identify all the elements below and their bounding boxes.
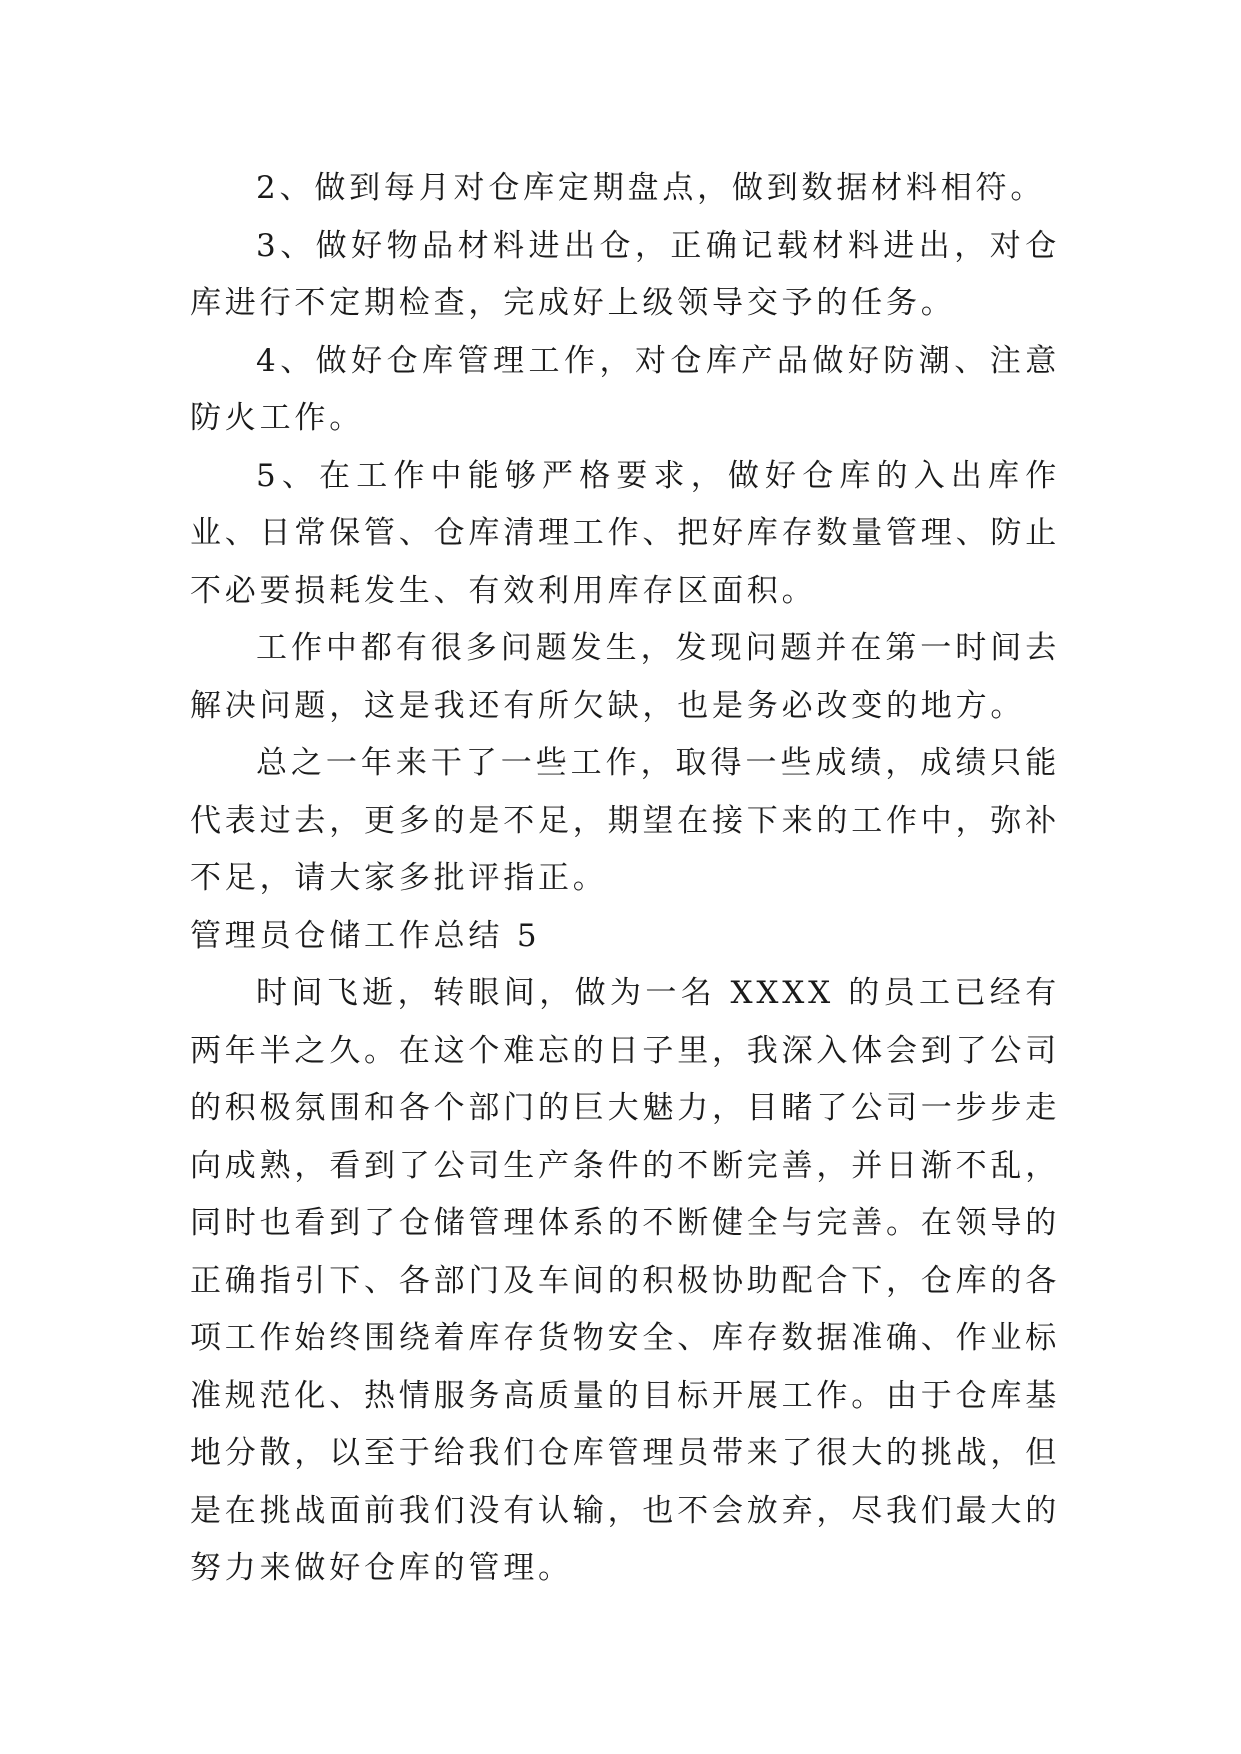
paragraph-item-3: 3、做好物品材料进出仓，正确记载材料进出，对仓库进行不定期检查，完成好上级领导交予的任务。 <box>190 227 1060 321</box>
paragraph-item-2: 2、做到每月对仓库定期盘点，做到数据材料相符。 <box>256 170 1046 206</box>
paragraph-item-5: 5、在工作中能够严格要求，做好仓库的入出库作业、日常保管、仓库清理工作、把好库存数量管理、防止不必要损耗发生、有效利用库存区面积。 <box>190 457 1060 609</box>
paragraph-section-5-intro: 时间飞逝，转眼间，做为一名 XXXX 的员工已经有两年半之久。在这个难忘的日子里，我深入体会到了公司的积极氛围和各个部门的巨大魅力，目睹了公司一步步走向成熟，看到了公司生产条件的不断完善，并日渐不乱，同时也看到了仓储管理体系的不断健全与完善。在领导的正确指引下、各部门及车间的积极协助配合下，仓库的各项工作始终围绕着库存货物安全、库存数据准确、作业标准规范化、热情服务高质量的目标开展工作。由于仓库基地分散，以至于给我们仓库管理员带来了很大的挑战，但是在挑战面前我们没有认输，也不会放弃，尽我们最大的努力来做好仓库的管理。 <box>190 975 1060 1586</box>
section-heading: 管理员仓储工作总结 5 <box>190 917 541 954</box>
paragraph-conclusion: 总之一年来干了一些工作，取得一些成绩，成绩只能代表过去，更多的是不足，期望在接下来的工作中，弥补不足，请大家多批评指正。 <box>190 745 1060 896</box>
paragraph-problems: 工作中都有很多问题发生，发现问题并在第一时间去解决问题，这是我还有所欠缺，也是务必改变的地方。 <box>190 630 1060 724</box>
paragraph-item-4: 4、做好仓库管理工作，对仓库产品做好防潮、注意防火工作。 <box>190 342 1060 436</box>
document-body <box>190 160 1060 1598</box>
